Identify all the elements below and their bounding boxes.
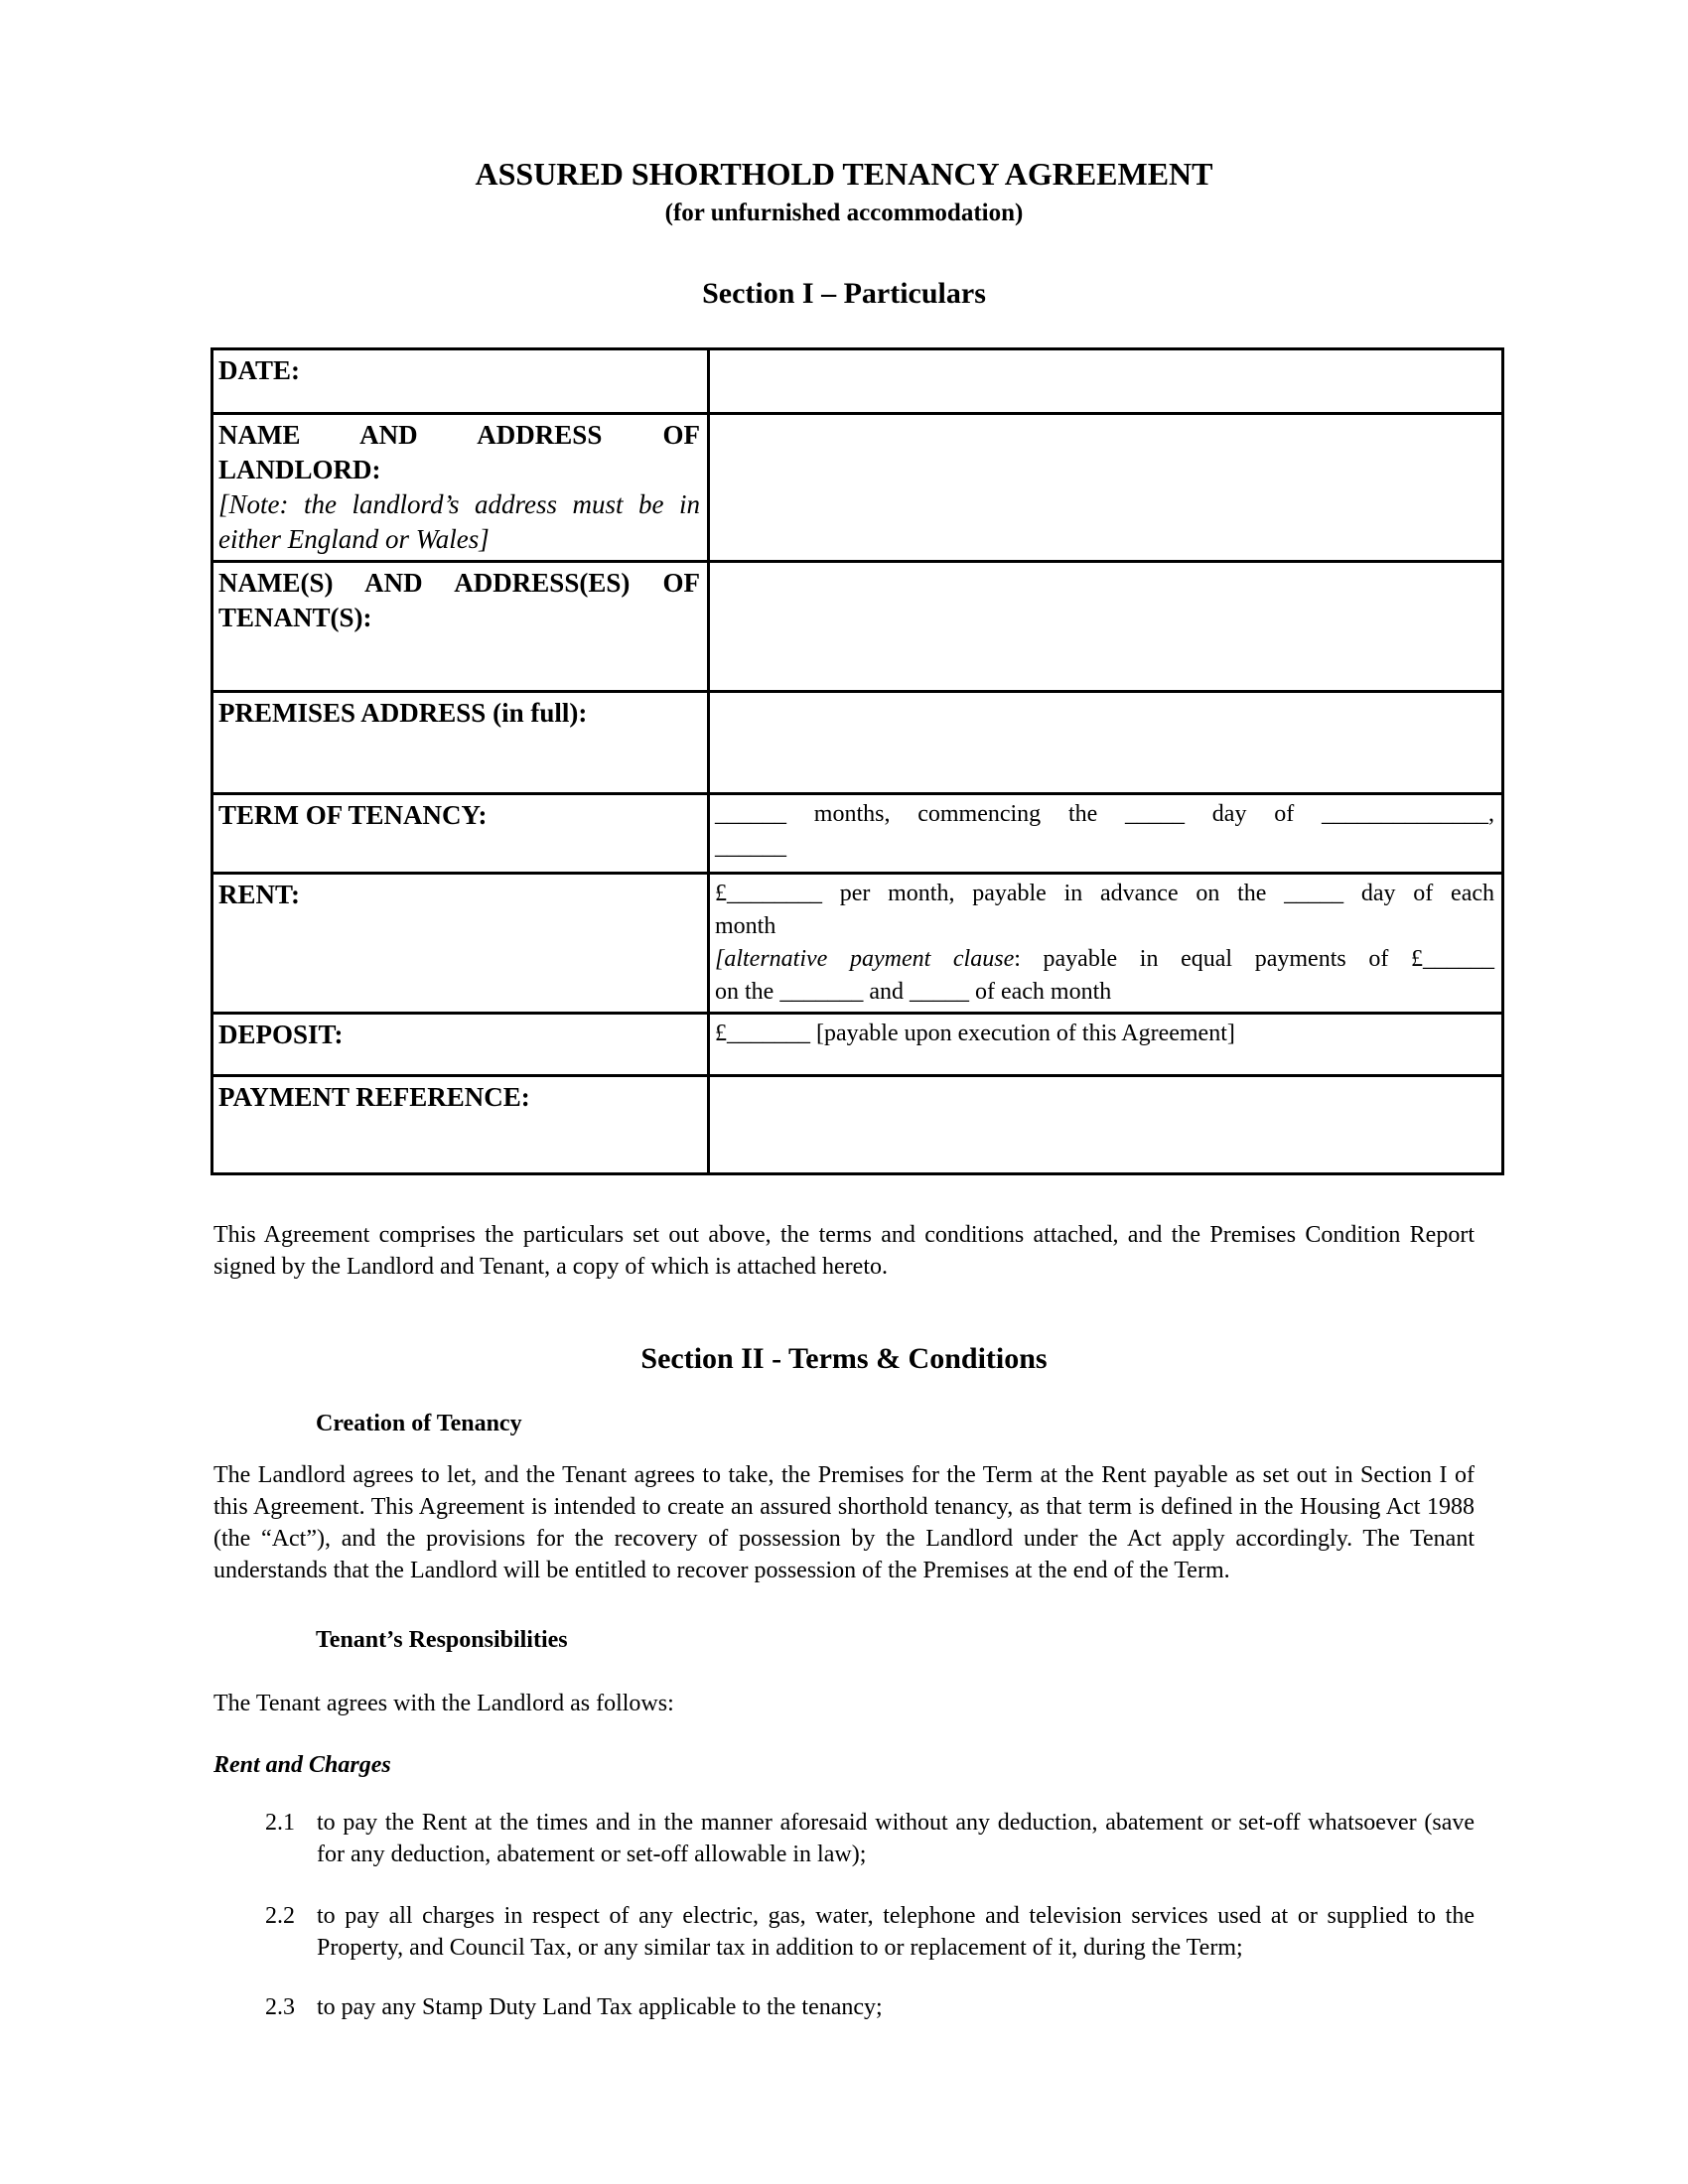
comprises-paragraph: This Agreement comprises the particulars set out above, the terms and conditions attached, and the Premises Condition Report signed by the Landlord and Tenant, a copy of which is attached hereto. xyxy=(213,1222,1475,1280)
landlord-address-note: [Note: the landlord’s address must be in either England or Wales] xyxy=(218,489,700,554)
creation-of-tenancy-paragraph: The Landlord agrees to let, and the Tenant agrees to take, the Premises for the Term at the Rent payable as set out in Section I of this Agreement. This Agreement is intended to create an assured shorthold tenancy, as that term is defined in the Housing Act 1988 (the “Act”), and the provisions for the recovery of possession by the Landlord under the Act apply accordingly. The Tenant understands that the Landlord will be entitled to recover possession of the Premises at the end of the Term. xyxy=(213,1462,1475,1583)
payment-reference-value-cell[interactable] xyxy=(709,1076,1503,1174)
page-subtitle: (for unfurnished accommodation) xyxy=(664,200,1024,226)
tenant-responsibilities-heading: Tenant’s Responsibilities xyxy=(316,1627,568,1653)
section2-heading: Section II - Terms & Conditions xyxy=(640,1342,1048,1375)
landlord-label-line1: NAME AND ADDRESS OF xyxy=(218,420,700,450)
landlord-label xyxy=(212,414,709,562)
tenant-label-line1: NAME(S) AND ADDRESS(ES) OF xyxy=(218,568,700,598)
rent-and-charges-heading: Rent and Charges xyxy=(213,1752,391,1778)
table-row-landlord xyxy=(212,414,1503,562)
table-row-tenant xyxy=(212,562,1503,692)
term-value-line1: ______ months, commencing the _____ day of ______________, xyxy=(715,801,1494,827)
rent-value-line4: on the _______ and _____ of each month xyxy=(715,979,1112,1005)
clause-number: 2.2 xyxy=(265,1903,295,1929)
term-value-line2: ______ xyxy=(715,834,786,860)
clause-2-3 xyxy=(213,1991,1475,2023)
landlord-label-line2: LANDLORD: xyxy=(218,455,381,484)
clause-2-1 xyxy=(213,1807,1475,1870)
table-row-rent xyxy=(212,874,1503,1014)
payment-reference-label: PAYMENT REFERENCE: xyxy=(212,1076,709,1174)
deposit-label: DEPOSIT: xyxy=(212,1014,709,1076)
rent-alt-clause-rest: : payable in equal payments of £______ xyxy=(1014,946,1494,972)
table-row-payment-reference xyxy=(212,1076,1503,1174)
clause-text: to pay all charges in respect of any electric, gas, water, telephone and television services used at or supplied to the Property, and Council Tax, or any similar tax in addition to or replacement of it, during the Term; xyxy=(317,1903,1475,1961)
table-row-term xyxy=(212,794,1503,874)
clause-number: 2.3 xyxy=(265,1994,295,2020)
clause-2-2 xyxy=(213,1900,1475,1964)
tenant-responsibilities-intro: The Tenant agrees with the Landlord as follows: xyxy=(213,1691,674,1716)
tenant-label xyxy=(212,562,709,692)
rent-value-cell[interactable] xyxy=(709,874,1503,1014)
rent-alt-clause-line xyxy=(715,943,1494,976)
tenant-label-line2: TENANT(S): xyxy=(218,603,372,632)
rent-label: RENT: xyxy=(212,874,709,1014)
page-title: ASSURED SHORTHOLD TENANCY AGREEMENT xyxy=(475,156,1213,192)
table-row-date xyxy=(212,349,1503,414)
landlord-value-cell[interactable] xyxy=(709,414,1503,562)
rent-alt-clause-italic: [alternative payment clause xyxy=(715,946,1015,972)
clause-text: to pay any Stamp Duty Land Tax applicable to the tenancy; xyxy=(317,1994,883,2020)
rent-value-line2: month xyxy=(715,913,776,939)
particulars-table xyxy=(211,347,1504,1175)
rent-value-line1: £________ per month, payable in advance on the _____ day of each xyxy=(715,881,1494,906)
tenant-value-cell[interactable] xyxy=(709,562,1503,692)
section1-heading: Section I – Particulars xyxy=(702,277,986,310)
date-value-cell[interactable] xyxy=(709,349,1503,414)
deposit-value-cell[interactable]: £_______ [payable upon execution of this Agreement] xyxy=(709,1014,1503,1076)
creation-of-tenancy-heading: Creation of Tenancy xyxy=(316,1411,522,1436)
term-label: TERM OF TENANCY: xyxy=(212,794,709,874)
premises-label: PREMISES ADDRESS (in full): xyxy=(212,692,709,794)
table-row-premises xyxy=(212,692,1503,794)
term-value-cell[interactable] xyxy=(709,794,1503,874)
clause-text: to pay the Rent at the times and in the manner aforesaid without any deduction, abatement or set-off whatsoever (save for any deduction, abatement or set-off allowable in law); xyxy=(317,1810,1475,1867)
date-label: DATE: xyxy=(212,349,709,414)
clause-number: 2.1 xyxy=(265,1810,295,1836)
premises-value-cell[interactable] xyxy=(709,692,1503,794)
table-row-deposit xyxy=(212,1014,1503,1076)
